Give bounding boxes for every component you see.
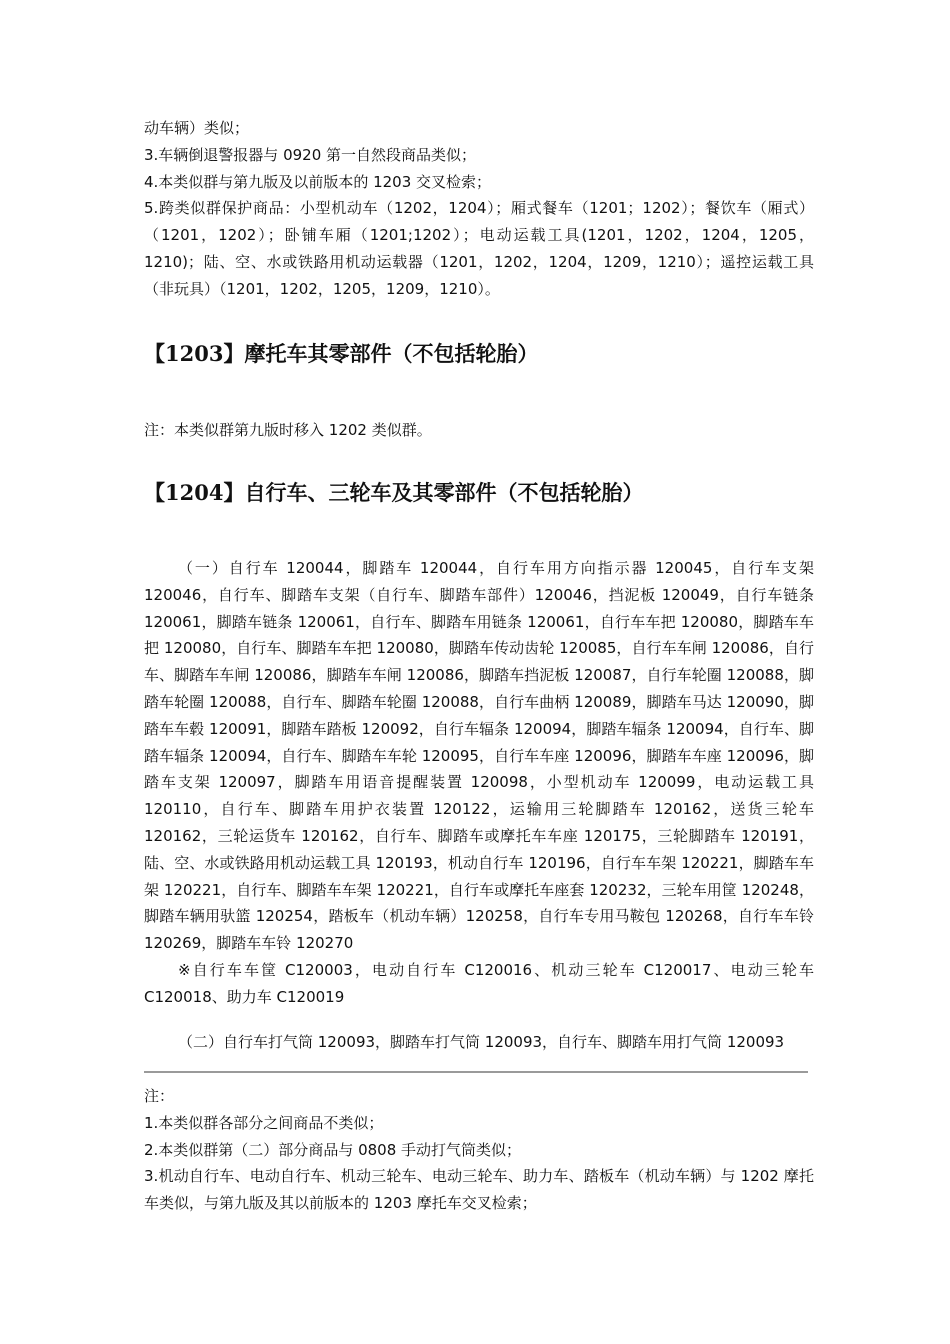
section-heading-1203 — [144, 339, 538, 369]
goods-paragraph: （二）自行车打气筒 120093，脚踏车打气筒 120093，自行车、脚踏车用打气筒 120093 — [178, 1033, 785, 1051]
goods-c-paragraph: ※自行车车筐 C120003，电动自行车 C120016、机动三轮车 C120017、电动三轮车 C120018、助力车 C120019 — [144, 960, 815, 1006]
section-title: 自行车、三轮车及其零部件（不包括轮胎） — [244, 480, 644, 505]
section-1204-part2 — [144, 1029, 814, 1056]
section-1204-notes — [144, 1083, 814, 1217]
note-line: 3.机动自行车、电动自行车、机动三轮车、电动三轮车、助力车、踏板车（机动车辆）与 1202 摩托车类似，与第九版及其以前版本的 1203 摩托车交叉检索； — [144, 1167, 814, 1213]
note-line: 4.本类似群与第九版及以前版本的 1203 交叉检索； — [144, 172, 492, 191]
section-heading-1204 — [144, 478, 643, 508]
section-code: 【1204】 — [144, 480, 245, 505]
section-code: 【1203】 — [144, 341, 245, 366]
note-line: 注： — [144, 1087, 175, 1105]
note-line: 3.车辆倒退警报器与 0920 第一自然段商品类似； — [144, 145, 477, 164]
divider-line — [144, 1071, 808, 1073]
goods-paragraph: （一）自行车 120044，脚踏车 120044，自行车用方向指示器 120045，自行车支架 120046，自行车、脚踏车支架（自行车、脚踏车部件）120046，挡泥板 120049，自行车链条 120061，脚踏车链条 120061，自行车、脚踏车用链条 120061，自行车车把 120080，脚踏车车把 120080，自行车、脚踏车车把 120080，脚踏车传动齿轮 120085，自行车车闸 120086，自行车、脚踏车车闸 120086，脚踏车车闸 120086，脚踏车挡泥板 120087，自行车轮圈 120088，脚踏车轮圈 120088，自行车、脚踏车轮圈 120088，自行车曲柄 120089，脚踏车马达 120090，脚踏车车毂 120091，脚踏车踏板 120092，自行车辐条 120094，脚踏车辐条 120094，自行车、脚踏车辐条 120094，自行车、脚踏车车轮 120095，自行车车座 120096，脚踏车车座 120096，脚踏车支架 120097，脚踏车用语音提醒装置 120098，小型机动车 120099，电动运载工具 120110，自行车、脚踏车用护衣装置 120122，运输用三轮脚踏车 120162，送货三轮车 120162，三轮运货车 120162，自行车、脚踏车或摩托车车座 120175，三轮脚踏车 120191，陆、空、水或铁路用机动运载工具 120193，机动自行车 120196，自行车车架 120221，脚踏车车架 120221，自行车、脚踏车车架 120221，自行车或摩托车座套 120232，三轮车用筐 120248，脚踏车辆用驮篮 120254，踏板车（机动车辆）120258，自行车专用马鞍包 120268，自行车车铃 120269，脚踏车车铃 120270 — [144, 559, 814, 953]
note-line: 1.本类似群各部分之间商品不类似； — [144, 1113, 384, 1132]
top-notes — [144, 115, 814, 303]
section-title: 摩托车其零部件（不包括轮胎） — [244, 341, 539, 366]
note-line: 2.本类似群第（二）部分商品与 0808 手动打气筒类似； — [144, 1140, 522, 1159]
note-line: 动车辆）类似； — [144, 119, 250, 137]
section-1204-part1 — [144, 555, 814, 1011]
note-line: 注：本类似群第九版时移入 1202 类似群。 — [144, 421, 432, 439]
note-line: 5.跨类似群保护商品：小型机动车（1202，1204）；厢式餐车（1201；1202）；餐饮车（厢式）（1201，1202）；卧铺车厢（1201;1202）；电动运载工具(1201，1202，1204，1205，1210)；陆、空、水或铁路用机动运载器（1201，1202，1204，1209，1210）；遥控运载工具（非玩具）（1201，1202，1205，1209，1210）。 — [144, 199, 814, 298]
section-1203-note — [144, 417, 814, 444]
